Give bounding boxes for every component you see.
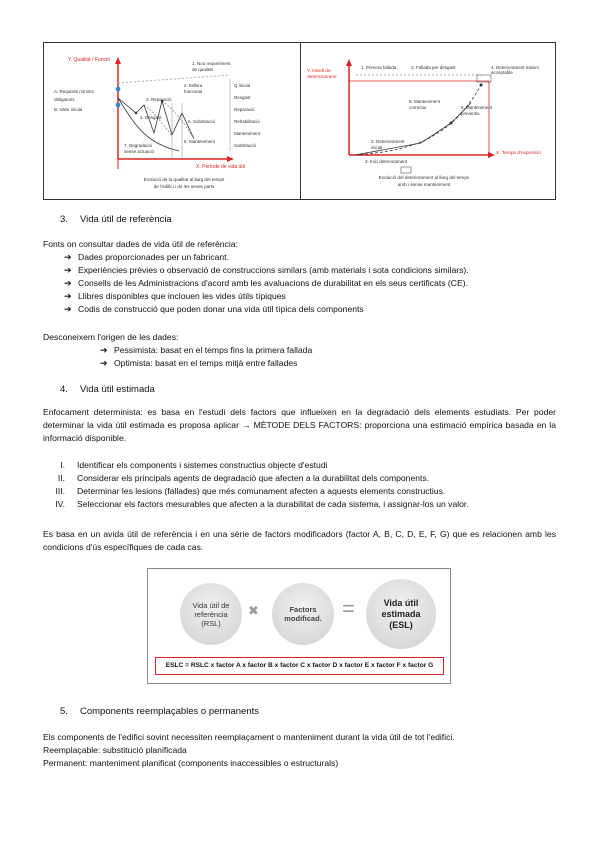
svg-text:acceptable: acceptable <box>491 70 513 75</box>
svg-text:1. Nou requeriment: 1. Nou requeriment <box>192 61 231 66</box>
list-item: ➔ Consells de les Administracions d'acord amb les avaluacions de durabilitat en els seus certificats (CE). <box>64 278 468 288</box>
list-item: ➔ Dades proporcionades per un fabricant. <box>64 252 229 262</box>
svg-text:3. Inici deteriorament: 3. Inici deteriorament <box>365 159 408 164</box>
svg-text:4. Desgast: 4. Desgast <box>140 115 162 120</box>
svg-text:6. Manteniment: 6. Manteniment <box>409 99 441 104</box>
svg-text:inicial: inicial <box>371 145 383 150</box>
svg-text:Substitució: Substitució <box>234 143 257 148</box>
svg-text:Rehabilitació: Rehabilitació <box>234 119 260 124</box>
section-5-line-3: Permanent: manteniment planificat (components inaccessibles o estructurals) <box>43 758 339 768</box>
svg-text:3. Reparació: 3. Reparació <box>146 97 172 102</box>
svg-text:funcional: funcional <box>184 89 203 94</box>
section-5-heading: 5. Components reemplaçables o permanents <box>60 706 260 717</box>
svg-text:A. Requisits mínims: A. Requisits mínims <box>54 89 94 94</box>
section-3-intro: Fonts on consultar dades de vida útil de referència: <box>43 239 238 249</box>
arrow-icon: ➔ <box>64 278 72 288</box>
section-4-paragraph-2: Es basa en un avida útil de referència i en una sèrie de factors modificadors (factor A, B, C, D, E, F, G) que es relacionen amb les condicions d'ús específiques de cada cas. <box>43 529 556 552</box>
svg-text:Reparació: Reparació <box>234 107 255 112</box>
step-item: IV. Seleccionar els factors mesurables que afecten a la durabilitat de cada sistema, i assignar-los un valor. <box>55 499 469 509</box>
svg-text:obligatoris: obligatoris <box>54 97 75 102</box>
list-item: ➔ Optimista: basat en el temps mitjà entre fallades <box>100 358 298 368</box>
left-caption-2: de l'edifici i de les seves parts <box>153 184 215 189</box>
left-caption-1: Evolució de la qualitat al llarg del temps <box>143 177 225 182</box>
svg-text:2. Deteriorament: 2. Deteriorament <box>371 139 405 144</box>
section-5-line-2: Reemplaçable: substitució planificada <box>43 745 187 755</box>
arrow-icon: ➔ <box>64 291 72 301</box>
svg-text:1. Primera fallada: 1. Primera fallada <box>361 65 397 70</box>
figures-frame <box>43 42 556 200</box>
esl-equation-figure <box>147 568 451 684</box>
rsl-circle: Vida útil de referència (RSL) <box>180 583 242 645</box>
svg-text:5. Manteniment: 5. Manteniment <box>461 105 493 110</box>
right-x-axis-label: X. Temps d'exposició <box>496 151 541 156</box>
svg-text:4. Deteriorament màxim: 4. Deteriorament màxim <box>491 65 540 70</box>
section-4-heading: 4. Vida útil estimada <box>60 384 155 395</box>
arrow-icon: ➔ <box>64 265 72 275</box>
equals-icon: = <box>342 596 355 621</box>
multiply-icon: ✖ <box>248 603 259 618</box>
step-item: I. Identificar els components i sistemes constructius objecte d'estudi <box>60 460 328 470</box>
svg-text:3. Fallada per desgast: 3. Fallada per desgast <box>411 65 456 70</box>
svg-text:Q inicial: Q inicial <box>234 83 251 88</box>
svg-text:5. Substitució: 5. Substitució <box>188 119 216 124</box>
svg-text:Desgast: Desgast <box>234 95 251 100</box>
right-caption-1: Evolució del deteriorament al llarg del temps <box>378 175 470 180</box>
left-x-axis-label: X. Període de vida útil <box>196 164 245 170</box>
svg-text:B. Valor inicial: B. Valor inicial <box>54 107 83 112</box>
unknown-origin-text: Desconeixem l'origen de les dades: <box>43 332 179 342</box>
arrow-icon: ➔ <box>100 358 108 368</box>
arrow-icon: ➔ <box>64 304 72 314</box>
esl-formula: ESLC = RSLC x factor A x factor B x factor C x factor D x factor E x factor F x factor G <box>155 657 444 675</box>
list-item: ➔ Codis de construcció que poden donar una vida útil típica dels components <box>64 304 364 314</box>
esl-circle: Vida útil estimada (ESL) <box>366 579 436 649</box>
list-item: ➔ Experiències prèvies o observació de construccions similars (amb materials i sota condicions similars). <box>64 265 469 275</box>
svg-text:de qualitat: de qualitat <box>192 67 213 72</box>
arrow-icon: ➔ <box>64 252 72 262</box>
section-3-heading: 3. Vida útil de referència <box>60 214 172 225</box>
left-y-axis-label: Y. Qualitat / Funció <box>68 57 110 63</box>
svg-text:correctiu: correctiu <box>409 105 427 110</box>
step-item: III. Determinar les lesions (fallades) que més comunament afecten a aquests elements constructius. <box>55 486 446 496</box>
svg-text:preventiu: preventiu <box>461 111 480 116</box>
section-5-line-1: Els components de l'edifici sovint necessiten reemplaçament o manteniment durant la vida útil de tot l'edifici. <box>43 732 455 742</box>
section-4-paragraph: Enfocament determinista: es basa en l'estudi dels factors que influeixen en la degradació dels elements estudiats. Per poder determinar la vida útil estimada es proposa aplicar → MÈTODE DELS FACTORS: proporciona una estimació empírica basada en la informació disponible. <box>43 407 556 443</box>
step-item: II. Considerar els principals agents de degradació que afecten a la durabilitat dels components. <box>57 473 430 483</box>
svg-text:7. Degradació: 7. Degradació <box>124 143 153 148</box>
quality-chart <box>44 43 299 199</box>
svg-text:2. Millora: 2. Millora <box>184 83 203 88</box>
arrow-icon: ➔ <box>100 345 108 355</box>
svg-text:6. Manteniment: 6. Manteniment <box>184 139 216 144</box>
factors-circle: Factors modificad. <box>272 583 334 645</box>
right-caption-2: amb i sense manteniment <box>397 182 451 187</box>
svg-text:sense actuació: sense actuació <box>124 149 155 154</box>
list-item: ➔ Llibres disponibles que inclouen les vides útils típiques <box>64 291 286 301</box>
list-item: ➔ Pessimista: basat en el temps fins la primera fallada <box>100 345 313 355</box>
svg-text:Manteniment: Manteniment <box>234 131 261 136</box>
right-y-axis-label: Y. Nivell de deteriorament <box>307 69 337 80</box>
